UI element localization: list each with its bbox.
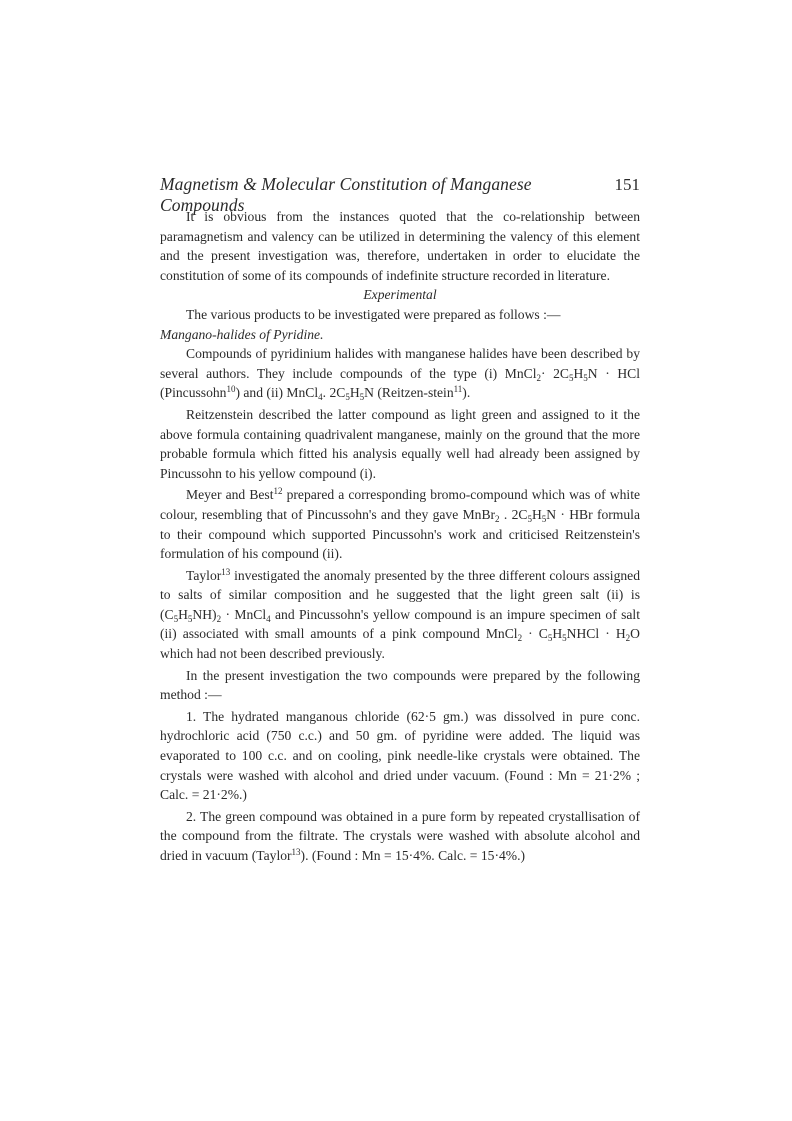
subsection-heading-mangano-halides: Mangano-halides of Pyridine. (160, 326, 324, 342)
citation-ref: 12 (273, 486, 283, 497)
paragraph-intro: It is obvious from the instances quoted that the co-relationship between paramagnetism and valency can be utilized in determining the valency of this element and the present investigation was, therefore, undertaken in order to elucidate the constitution of some of its compounds of indefinite structure recorded in literature. (160, 209, 640, 283)
section-heading-experimental: Experimental (363, 287, 437, 303)
paragraph-method-1: 1. The hydrated manganous chloride (62·5 gm.) was dissolved in pure conc. hydrochloric acid (750 c.c.) and 50 gm. of pyridine were added. The liquid was evaporated to 100 c.c. and on cooling, pink needle-like crystals were obtained. The crystals were washed with alcohol and dried under vacuum. (Found : Mn = 21·2% ; Calc. = 21·2%.) (160, 708, 640, 803)
citation-ref: 11 (453, 384, 463, 395)
paragraph-present-investigation: In the present investigation the two compounds were prepared by the following method :— (160, 667, 640, 703)
paragraph-reitzenstein: Reitzenstein described the latter compound as light green and assigned to it the above formula containing quadrivalent manganese, mainly on the ground that the more probable formula which fitted his analysis equally well had already been assigned by Pincussohn to his yellow compound (i). (160, 406, 640, 481)
paragraph-meyer-best: Meyer and Best$^{12}$ prepared a corresponding bromo-compound which was of white colour, resembling that of Pincussohn's and they gave MnBr$_2$ . $2C_5H_5N$ · HBr formula to their compound which supported Pincussohn's work and criticised Reitzenstein's formulation of his compound (ii). (160, 486, 640, 562)
page-number: 151 (614, 175, 640, 194)
citation-ref: 13 (221, 566, 231, 577)
paragraph-taylor: Taylor$^{13}$ investigated the anomaly presented by the three different colours assigned to salts of similar composition and he suggested that the light green salt (ii) is $(C_5H_5NH)_2$ · MnCl$_4$ and Pincussohn's yellow compound is an impure specimen of salt (ii) associated with small amounts of a pink compound MnCl$_2$ · $C_5H_5NHCl \cdot H_2O$ which had not been described previously. (160, 566, 640, 662)
citation-ref: 10 (226, 384, 236, 395)
running-title: Magnetism & Molecular Constitution of Manganese Compounds (160, 174, 532, 215)
paragraph-preparation-intro: The various products to be investigated were prepared as follows :— (186, 306, 561, 322)
citation-ref: 13 (291, 847, 301, 857)
body-text (160, 207, 640, 866)
paragraph-pyridinium-compounds: Compounds of pyridinium halides with manganese halides have been described by several authors. They include compounds of the type (i) MnCl$_2$· $2C_5H_5N$ · HCl (Pincussohn$^{10}$) and (ii) MnCl$_4$. $2C_5H_5N$ (Reitzen-stein$^{11}$). (160, 346, 640, 403)
paragraph-method-2: 2. The green compound was obtained in a pure form by repeated crystallisation of the compound from the filtrate. The crystals were washed with absolute alcohol and dried in vacuum (Taylor$^{13}$). (Found : Mn = 15·4%. Calc. = 15·4%.) (160, 808, 640, 863)
